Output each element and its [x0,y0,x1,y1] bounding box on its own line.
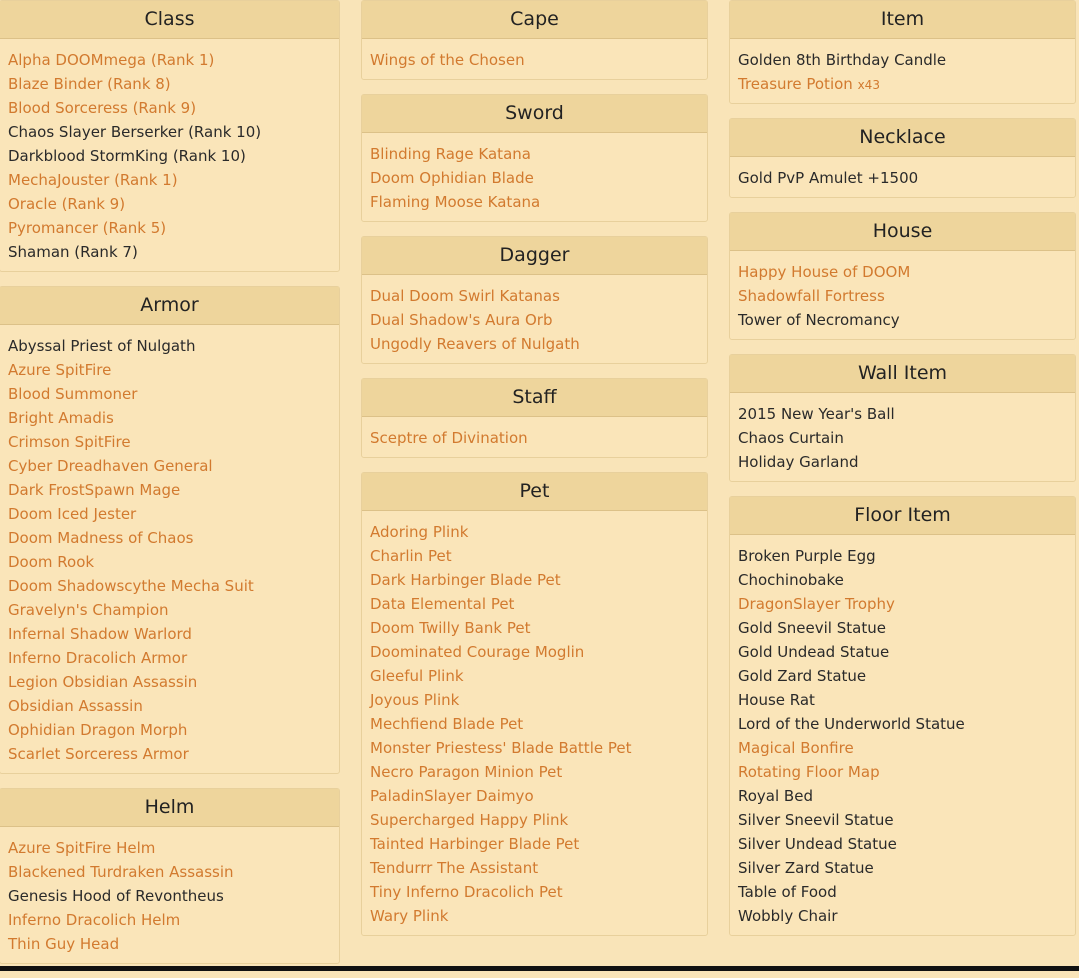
item-link[interactable] [370,664,707,688]
item-label: Genesis Hood of Revontheus [8,887,224,905]
panel-list [0,39,339,271]
item-text [738,308,1075,332]
panel-title: Dagger [362,237,707,275]
item-label: Table of Food [738,883,837,901]
item-label[interactable]: Joyous Plink [370,691,460,709]
item-link[interactable] [8,860,339,884]
item-link[interactable] [370,880,707,904]
item-link[interactable] [8,550,339,574]
panel-dagger [361,236,708,364]
item-text [738,880,1075,904]
item-link[interactable] [8,598,339,622]
item-label: Chaos Slayer Berserker (Rank 10) [8,123,262,141]
item-label: Silver Zard Statue [738,859,874,877]
item-label[interactable]: DragonSlayer Trophy [738,595,895,613]
item-text [8,120,339,144]
item-link[interactable] [370,736,707,760]
item-label[interactable]: Treasure Potion [738,75,853,93]
panel-list [730,393,1075,481]
item-label[interactable]: Doom Shadowscythe Mecha Suit [8,577,254,595]
panel-list [362,39,707,79]
item-text [738,784,1075,808]
item-label[interactable]: Inferno Dracolich Helm [8,911,181,929]
item-label[interactable]: Dual Shadow's Aura Orb [370,311,553,329]
item-link[interactable] [370,568,707,592]
item-link[interactable] [738,736,1075,760]
item-text [738,402,1075,426]
item-link[interactable] [370,332,707,356]
column-right [729,0,1076,950]
panel-list [730,39,1075,103]
item-link[interactable] [738,760,1075,784]
item-text [738,904,1075,928]
item-label: Gold PvP Amulet +1500 [738,169,919,187]
item-link[interactable] [370,142,707,166]
item-link[interactable] [370,904,707,928]
item-label[interactable]: Charlin Pet [370,547,452,565]
panel-class [0,0,340,272]
item-link[interactable] [8,718,339,742]
item-label[interactable]: Scarlet Sorceress Armor [8,745,189,763]
panel-title: Staff [362,379,707,417]
item-link[interactable] [8,694,339,718]
item-link[interactable] [8,454,339,478]
item-link[interactable] [8,478,339,502]
item-label[interactable]: Dark Harbinger Blade Pet [370,571,561,589]
item-label[interactable]: Legion Obsidian Assassin [8,673,198,691]
item-label[interactable]: Wings of the Chosen [370,51,525,69]
item-label[interactable]: Doom Madness of Chaos [8,529,194,547]
panel-list [362,511,707,935]
item-link[interactable] [8,168,339,192]
panel-title: Floor Item [730,497,1075,535]
item-link[interactable] [8,48,339,72]
item-link[interactable] [370,712,707,736]
item-label[interactable]: Tendurrr The Assistant [370,859,539,877]
panel-necklace [729,118,1076,198]
item-label[interactable]: Gravelyn's Champion [8,601,169,619]
item-label[interactable]: Dual Doom Swirl Katanas [370,287,560,305]
item-text [738,450,1075,474]
item-label[interactable]: Monster Priestess' Blade Battle Pet [370,739,632,757]
item-link[interactable] [370,808,707,832]
item-text [738,808,1075,832]
item-text [738,616,1075,640]
item-label[interactable]: Doom Twilly Bank Pet [370,619,531,637]
item-link[interactable] [8,192,339,216]
item-link[interactable] [8,382,339,406]
item-label[interactable]: Ungodly Reavers of Nulgath [370,335,580,353]
item-label[interactable]: Dark FrostSpawn Mage [8,481,181,499]
item-label[interactable]: Inferno Dracolich Armor [8,649,188,667]
item-link[interactable] [370,760,707,784]
item-link[interactable] [8,836,339,860]
item-label: Lord of the Underworld Statue [738,715,965,733]
item-label[interactable]: Magical Bonfire [738,739,854,757]
item-link[interactable] [370,308,707,332]
item-text [738,664,1075,688]
item-link[interactable] [370,520,707,544]
item-label[interactable]: Flaming Moose Katana [370,193,541,211]
item-label: Golden 8th Birthday Candle [738,51,947,69]
panel-cape [361,0,708,80]
item-label: Gold Sneevil Statue [738,619,886,637]
item-label: Gold Zard Statue [738,667,867,685]
item-label[interactable]: Sceptre of Divination [370,429,528,447]
item-label[interactable]: Data Elemental Pet [370,595,515,613]
column-middle [361,0,708,950]
item-link[interactable] [370,640,707,664]
panel-list [730,535,1075,935]
panel-title: Necklace [730,119,1075,157]
item-link[interactable] [370,688,707,712]
item-label[interactable]: Obsidian Assassin [8,697,143,715]
column-left [0,0,340,978]
panel-list [362,133,707,221]
item-label[interactable]: Doominated Courage Moglin [370,643,585,661]
item-link[interactable] [8,622,339,646]
item-text [738,712,1075,736]
panel-title: House [730,213,1075,251]
item-text [738,48,1075,72]
item-label: Silver Undead Statue [738,835,897,853]
item-label: Shaman (Rank 7) [8,243,138,261]
panel-list [362,417,707,457]
item-link[interactable] [8,72,339,96]
item-text [8,334,339,358]
item-label[interactable]: Alpha DOOMmega (Rank 1) [8,51,215,69]
item-link[interactable] [370,592,707,616]
panel-list [730,251,1075,339]
item-label: Wobbly Chair [738,907,838,925]
item-label[interactable]: Infernal Shadow Warlord [8,625,192,643]
item-text [8,884,339,908]
item-label[interactable]: Gleeful Plink [370,667,464,685]
item-link[interactable] [8,574,339,598]
item-label: Gold Undead Statue [738,643,890,661]
item-label[interactable]: Adoring Plink [370,523,469,541]
item-label: Darkblood StormKing (Rank 10) [8,147,246,165]
panel-armor [0,286,340,774]
item-label[interactable]: Supercharged Happy Plink [370,811,569,829]
item-label[interactable]: Doom Ophidian Blade [370,169,534,187]
item-label[interactable]: Wary Plink [370,907,449,925]
panel-title: Cape [362,1,707,39]
item-label[interactable]: Tiny Inferno Dracolich Pet [370,883,563,901]
item-link[interactable] [738,72,1075,96]
item-label[interactable]: Blood Sorceress (Rank 9) [8,99,197,117]
item-quantity: x43 [857,78,880,92]
item-text [8,240,339,264]
item-label[interactable]: Azure SpitFire Helm [8,839,156,857]
item-label[interactable]: Necro Paragon Minion Pet [370,763,563,781]
item-label[interactable]: Azure SpitFire [8,361,112,379]
item-link[interactable] [370,616,707,640]
item-text [738,640,1075,664]
item-label[interactable]: Doom Rook [8,553,95,571]
item-label[interactable]: Blaze Binder (Rank 8) [8,75,171,93]
item-link[interactable] [8,646,339,670]
item-link[interactable] [370,832,707,856]
item-label[interactable]: Crimson SpitFire [8,433,131,451]
item-label: Holiday Garland [738,453,859,471]
item-link[interactable] [370,166,707,190]
item-label: Tower of Necromancy [738,311,900,329]
panel-house [729,212,1076,340]
item-link[interactable] [8,216,339,240]
item-text [738,166,1075,190]
item-label[interactable]: Doom Iced Jester [8,505,137,523]
panel-title: Pet [362,473,707,511]
item-link[interactable] [370,284,707,308]
item-label: Broken Purple Egg [738,547,876,565]
item-label: Silver Sneevil Statue [738,811,894,829]
item-link[interactable] [370,48,707,72]
item-label: Chaos Curtain [738,429,844,447]
item-link[interactable] [8,670,339,694]
item-text [8,144,339,168]
panel-title: Wall Item [730,355,1075,393]
item-label[interactable]: Blinding Rage Katana [370,145,531,163]
item-link[interactable] [8,406,339,430]
panel-floor-item [729,496,1076,936]
item-label[interactable]: Oracle (Rank 9) [8,195,126,213]
item-text [738,544,1075,568]
item-link[interactable] [8,908,339,932]
item-label[interactable]: Cyber Dreadhaven General [8,457,213,475]
panel-title: Helm [0,789,339,827]
item-link[interactable] [370,426,707,450]
item-label[interactable]: MechaJouster (Rank 1) [8,171,178,189]
panel-item [729,0,1076,104]
panel-list [362,275,707,363]
item-link[interactable] [370,856,707,880]
panel-title: Item [730,1,1075,39]
item-label[interactable]: Rotating Floor Map [738,763,880,781]
item-label[interactable]: Thin Guy Head [8,935,120,953]
item-label[interactable]: Happy House of DOOM [738,263,911,281]
item-label: House Rat [738,691,815,709]
panel-list [0,325,339,773]
item-label: 2015 New Year's Ball [738,405,895,423]
panel-list [730,157,1075,197]
item-link[interactable] [8,358,339,382]
item-link[interactable] [8,96,339,120]
panel-staff [361,378,708,458]
panel-title: Armor [0,287,339,325]
panel-pet [361,472,708,936]
item-label: Royal Bed [738,787,813,805]
bottom-bar [0,966,1079,971]
item-label[interactable]: Blood Summoner [8,385,138,403]
panel-helm [0,788,340,964]
item-link[interactable] [8,502,339,526]
item-label[interactable]: Blackened Turdraken Assassin [8,863,234,881]
item-link[interactable] [738,284,1075,308]
panel-title: Class [0,1,339,39]
item-label: Abyssal Priest of Nulgath [8,337,196,355]
item-text [738,568,1075,592]
item-label[interactable]: PaladinSlayer Daimyo [370,787,534,805]
item-link[interactable] [8,430,339,454]
item-link[interactable] [738,592,1075,616]
item-text [738,832,1075,856]
item-link[interactable] [8,526,339,550]
item-label: Chochinobake [738,571,844,589]
item-link[interactable] [8,742,339,766]
item-label[interactable]: Shadowfall Fortress [738,287,885,305]
item-link[interactable] [738,260,1075,284]
item-link[interactable] [370,544,707,568]
item-text [738,688,1075,712]
item-label[interactable]: Pyromancer (Rank 5) [8,219,167,237]
item-label[interactable]: Bright Amadis [8,409,114,427]
item-text [738,856,1075,880]
item-label[interactable]: Tainted Harbinger Blade Pet [370,835,580,853]
panel-title: Sword [362,95,707,133]
panel-wall-item [729,354,1076,482]
panel-sword [361,94,708,222]
item-link[interactable] [370,190,707,214]
item-link[interactable] [370,784,707,808]
item-text [738,426,1075,450]
panel-list [0,827,339,963]
item-link[interactable] [8,932,339,956]
item-label[interactable]: Mechfiend Blade Pet [370,715,524,733]
item-label[interactable]: Ophidian Dragon Morph [8,721,188,739]
